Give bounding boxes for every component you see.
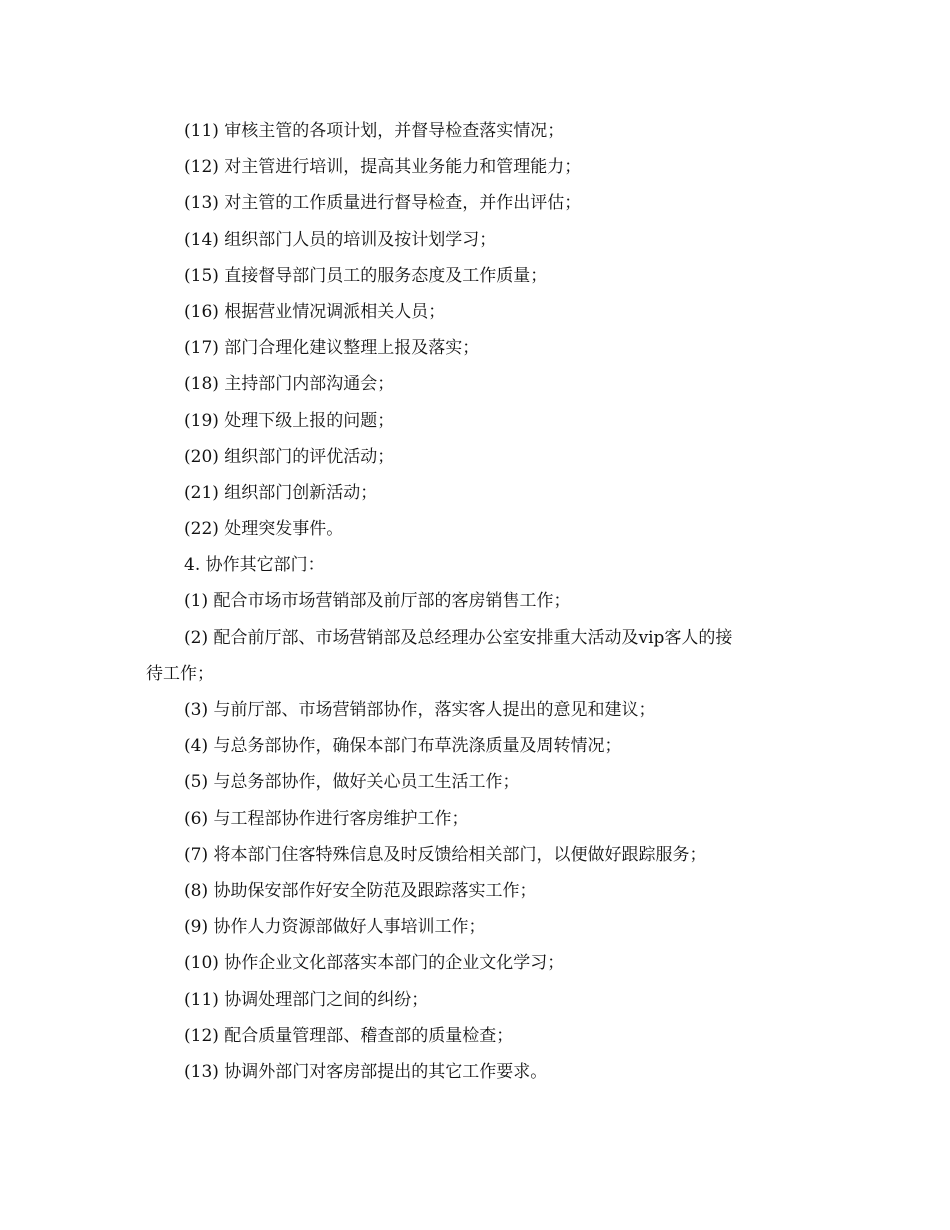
- list-item-continuation: 待工作；: [146, 663, 214, 684]
- list-item: (8) 协助保安部作好安全防范及跟踪落实工作；: [184, 880, 537, 901]
- list-item: (5) 与总务部协作，做好关心员工生活工作；: [184, 772, 520, 793]
- section-heading: 4. 协作其它部门：: [184, 555, 325, 576]
- list-item: (2) 配合前厅部、市场营销部及总经理办公室安排重大活动及vip客人的接: [184, 627, 733, 648]
- list-item: (9) 协作人力资源部做好人事培训工作；: [184, 917, 486, 938]
- list-item: (19) 处理下级上报的问题；: [184, 410, 395, 431]
- list-item: (11) 协调处理部门之间的纠纷；: [184, 989, 429, 1010]
- list-item: (4) 与总务部协作，确保本部门布草洗涤质量及周转情况；: [184, 736, 622, 757]
- list-item: (13) 对主管的工作质量进行督导检查，并作出评估；: [184, 193, 582, 214]
- list-item: (18) 主持部门内部沟通会；: [184, 374, 395, 395]
- list-item: (12) 配合质量管理部、稽查部的质量检查；: [184, 1025, 514, 1046]
- list-item: (1) 配合市场市场营销部及前厅部的客房销售工作；: [184, 591, 571, 612]
- list-item: (12) 对主管进行培训，提高其业务能力和管理能力；: [184, 157, 582, 178]
- list-item: (7) 将本部门住客特殊信息及时反馈给相关部门，以便做好跟踪服务；: [184, 844, 707, 865]
- list-item: (20) 组织部门的评优活动；: [184, 446, 395, 467]
- list-item: (16) 根据营业情况调派相关人员；: [184, 301, 446, 322]
- list-item: (3) 与前厅部、市场营销部协作，落实客人提出的意见和建议；: [184, 700, 656, 720]
- list-item: (15) 直接督导部门员工的服务态度及工作质量；: [184, 265, 548, 286]
- list-item: (22) 处理突发事件。: [184, 519, 344, 540]
- document-body: [146, 113, 816, 1090]
- list-item: (10) 协作企业文化部落实本部门的企业文化学习；: [184, 953, 565, 974]
- list-item: (11) 审核主管的各项计划，并督导检查落实情况；: [184, 121, 565, 141]
- list-item: (17) 部门合理化建议整理上报及落实；: [184, 338, 480, 359]
- list-item: (6) 与工程部协作进行客房维护工作；: [184, 808, 469, 829]
- list-item: (13) 协调外部门对客房部提出的其它工作要求。: [184, 1061, 548, 1082]
- list-item: (21) 组织部门创新活动；: [184, 482, 378, 503]
- list-item: (14) 组织部门人员的培训及按计划学习；: [184, 229, 497, 250]
